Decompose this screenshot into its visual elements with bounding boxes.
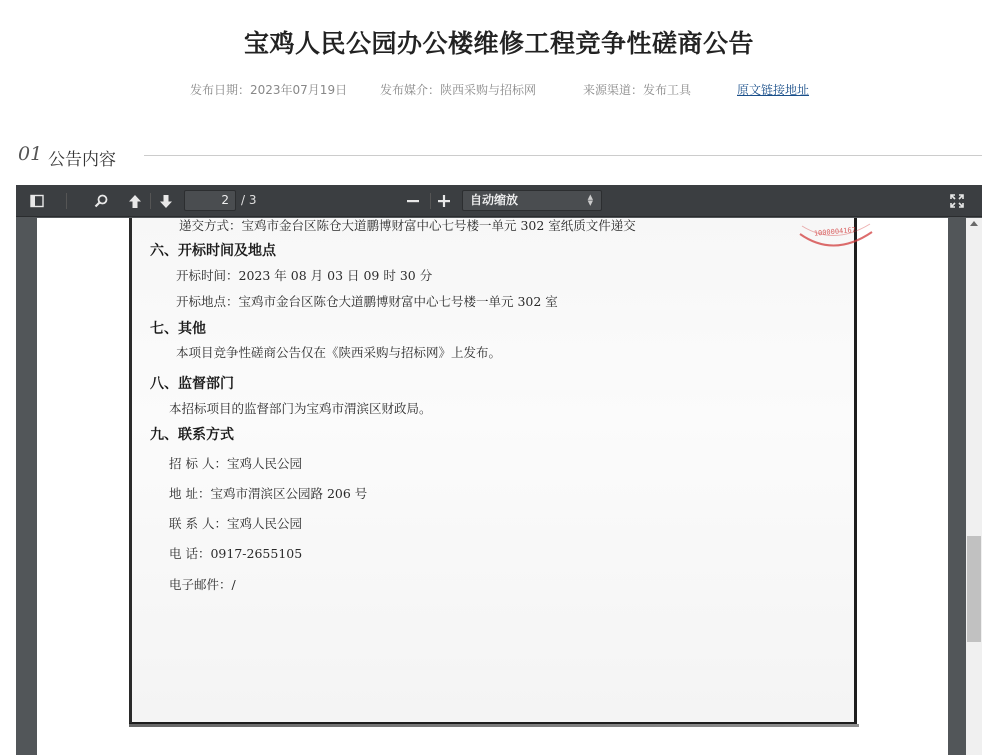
document-area[interactable]: [16, 218, 966, 755]
zoom-value: 自动缩放: [470, 193, 519, 207]
pdf-viewer: [16, 185, 982, 755]
document-line: 电子邮件：/: [169, 577, 236, 592]
vertical-scrollbar[interactable]: [966, 218, 982, 755]
document-line: 递交方式：宝鸡市金台区陈仓大道鹏博财富中心七号楼一单元 302 室纸质文件递交: [179, 218, 636, 233]
source-channel: 来源渠道：发布工具: [583, 83, 692, 97]
search-icon[interactable]: [90, 190, 112, 212]
document-heading: 六、开标时间及地点: [150, 243, 276, 259]
next-page-icon[interactable]: [155, 190, 177, 212]
document-heading: 八、监督部门: [150, 376, 234, 392]
document-line: 地 址：宝鸡市渭滨区公园路 206 号: [169, 486, 368, 501]
document-line: 联 系 人：宝鸡人民公园: [169, 516, 302, 531]
page-title: 宝鸡人民公园办公楼维修工程竞争性磋商公告: [243, 29, 754, 58]
document-line: 本项目竞争性磋商公告仅在《陕西采购与招标网》上发布。: [176, 345, 502, 360]
original-link[interactable]: 原文链接地址: [737, 83, 810, 97]
scrollbar-thumb[interactable]: [967, 536, 981, 642]
scroll-up-icon[interactable]: [966, 220, 982, 232]
page-number-input[interactable]: 2: [184, 190, 236, 211]
section-divider: [144, 155, 982, 156]
section-header: [18, 143, 982, 169]
toolbar-separator: [150, 193, 151, 209]
document-line: 本招标项目的监督部门为宝鸡市渭滨区财政局。: [169, 401, 432, 416]
zoom-out-icon[interactable]: [402, 190, 424, 212]
document-line: 招 标 人：宝鸡人民公园: [169, 456, 302, 471]
zoom-select[interactable]: [462, 190, 602, 211]
page-total: / 3: [241, 193, 257, 207]
section-number: 01: [18, 143, 43, 165]
toolbar-separator: [66, 193, 67, 209]
publish-media: 发布媒介：陕西采购与招标网: [380, 83, 537, 97]
document-heading: 七、其他: [150, 321, 206, 337]
zoom-in-icon[interactable]: [433, 190, 455, 212]
document-heading: 九、联系方式: [150, 427, 234, 443]
scan-edge: [129, 218, 132, 723]
pdf-page: [37, 218, 948, 755]
previous-page-icon[interactable]: [124, 190, 146, 212]
sidebar-toggle-icon[interactable]: [26, 190, 48, 212]
select-arrows-icon: ▲ ▼: [587, 193, 593, 207]
scan-shadow: [129, 724, 859, 727]
fullscreen-icon[interactable]: [946, 190, 968, 212]
toolbar-separator: [430, 193, 431, 209]
section-label: 公告内容: [48, 150, 116, 170]
document-line: 电 话：0917-2655105: [169, 546, 303, 561]
document-line: 开标地点：宝鸡市金台区陈仓大道鹏博财富中心七号楼一单元 302 室: [176, 294, 558, 309]
red-seal-stamp: [794, 206, 874, 260]
publish-date: 发布日期：2023年07月19日: [190, 83, 348, 97]
stamp-number: 1000004167: [813, 226, 857, 238]
document-line: 开标时间：2023 年 08 月 03 日 09 时 30 分: [176, 268, 433, 283]
